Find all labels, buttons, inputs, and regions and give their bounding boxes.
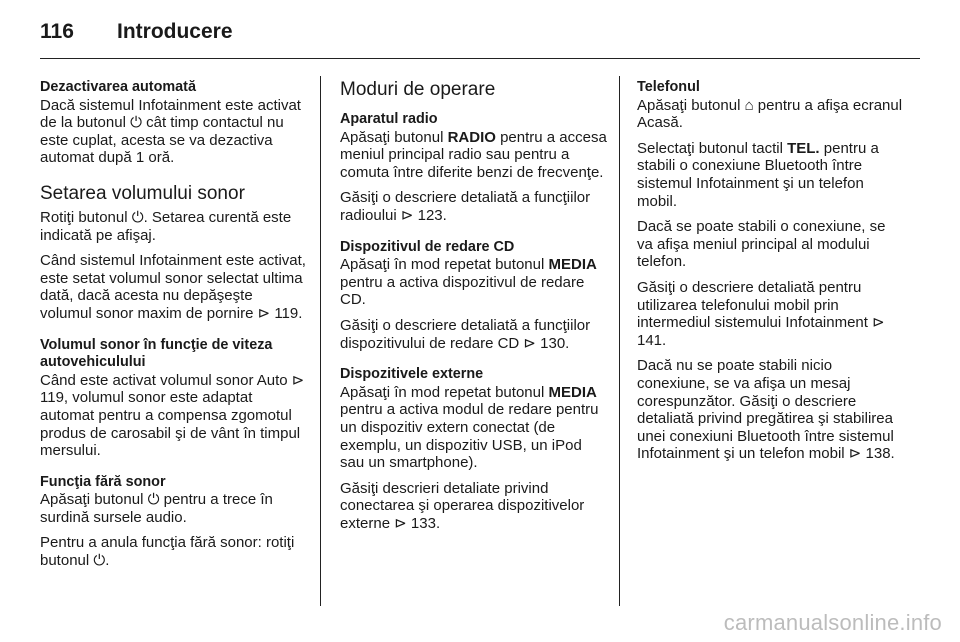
cd-paragraph-2: Găsiţi o descriere detaliată a funcţiilor dispozitivului de redare CD ⊳ 130. — [340, 316, 591, 352]
header-divider — [40, 58, 920, 59]
radio-text-b: pentru a accesa meniul principal radio sau pentru a comuta între diferite benzi de frecvenţe. — [340, 128, 607, 181]
radio-paragraph-2: Găsiţi o descriere detaliată a funcţiilor radioului ⊳ 123. — [340, 189, 591, 224]
page-title: Introducere — [117, 20, 233, 43]
radio-key-label: RADIO — [447, 128, 496, 146]
page-number: 116 — [40, 20, 74, 43]
volume-heading: Setarea volumului sonor — [40, 182, 245, 204]
phone-paragraph-3: Dacă se poate stabili o conexiune, se va afişa meniul principal al modului telefon. — [637, 218, 886, 271]
phone-text-a: Selectaţi butonul tactil — [637, 139, 788, 157]
phone-heading: Telefonul — [637, 79, 700, 95]
speed-volume-text: Când este activat volumul sonor Auto ⊳ 119, volumul sonor este adaptat automat pentru a compensa zgomotul produs de carosabil şi de vânt în timpul mersului. — [40, 371, 305, 460]
column-divider-1 — [320, 76, 321, 606]
external-text-a: Apăsaţi în mod repetat butonul — [340, 383, 549, 401]
phone-paragraph-4: Găsiţi o descriere detaliată pentru utilizarea telefonului mobil prin intermediul sistemului Infotainment ⊳ 141. — [637, 278, 885, 349]
phone-key-label: TEL. — [787, 139, 820, 157]
external-key-label: MEDIA — [548, 383, 597, 401]
cd-heading: Dispozitivul de redare CD — [340, 238, 515, 255]
phone-text-b: pentru a stabili o conexiune Bluetooth între sistemul Infotainment şi un telefon mobil. — [637, 139, 879, 210]
cd-paragraph-1 — [340, 256, 608, 309]
phone-paragraph-2 — [637, 140, 905, 210]
mute-paragraph-1: Apăsaţi butonul ⏻ pentru a trece în surdină sursele audio. — [40, 491, 273, 526]
speed-volume-heading: Volumul sonor în funcţie de viteza autovehiculului — [40, 336, 273, 371]
watermark: carmanualsonline.info — [723, 610, 942, 635]
radio-paragraph-1 — [340, 129, 608, 182]
page-header — [40, 20, 920, 60]
cd-text-a: Apăsaţi în mod repetat butonul — [340, 256, 549, 274]
volume-paragraph-1: Rotiţi butonul ⏻. Setarea curentă este indicată pe afişaj. — [40, 208, 292, 244]
phone-paragraph-1: Apăsaţi butonul ⌂ pentru a afişa ecranul Acasă. — [637, 96, 903, 132]
modes-heading: Moduri de operare — [340, 79, 496, 100]
mute-heading: Funcţia fără sonor — [40, 473, 166, 490]
radio-text-a: Apăsaţi butonul — [340, 128, 448, 146]
phone-paragraph-5: Dacă nu se poate stabili nicio conexiune, se va afişa un mesaj corespunzător. Găsiţi o descriere detaliată privind pregătirea şi stabilirea unei conexiuni Bluetooth între sistemul Infotainment şi un telefon mobil ⊳ 138. — [637, 357, 895, 463]
external-heading: Dispozitivele externe — [340, 366, 484, 383]
radio-heading: Aparatul radio — [340, 111, 438, 127]
column-middle — [340, 79, 608, 540]
cd-text-b: pentru a activa dispozitivul de redare CD. — [340, 273, 585, 309]
volume-paragraph-2: Când sistemul Infotainment este activat, este setat volumul sonor selectat ultima dată, dacă acesta nu depăşeşte volumul sonor maxim de pornire ⊳ 119. — [40, 252, 306, 322]
auto-off-text: Dacă sistemul Infotainment este activat de la butonul ⏻ cât timp contactul nu este cuplat, acesta se va dezactiva automat după 1 oră. — [40, 96, 301, 167]
column-left — [40, 79, 308, 578]
external-paragraph-1 — [340, 384, 608, 472]
column-divider-2 — [619, 76, 620, 606]
auto-off-heading: Dezactivarea automată — [40, 79, 196, 95]
cd-key-label: MEDIA — [548, 256, 597, 274]
column-right — [637, 79, 905, 471]
mute-paragraph-2: Pentru a anula funcţia fără sonor: rotiţi butonul ⏻. — [40, 534, 295, 570]
external-text-b: pentru a activa modul de redare pentru un dispozitiv extern conectat (de exemplu, un dispozitiv USB, un iPod sau un smartphone). — [340, 401, 599, 472]
external-paragraph-2: Găsiţi descrieri detaliate privind conectarea şi operarea dispozitivelor externe ⊳ 133. — [340, 479, 585, 532]
